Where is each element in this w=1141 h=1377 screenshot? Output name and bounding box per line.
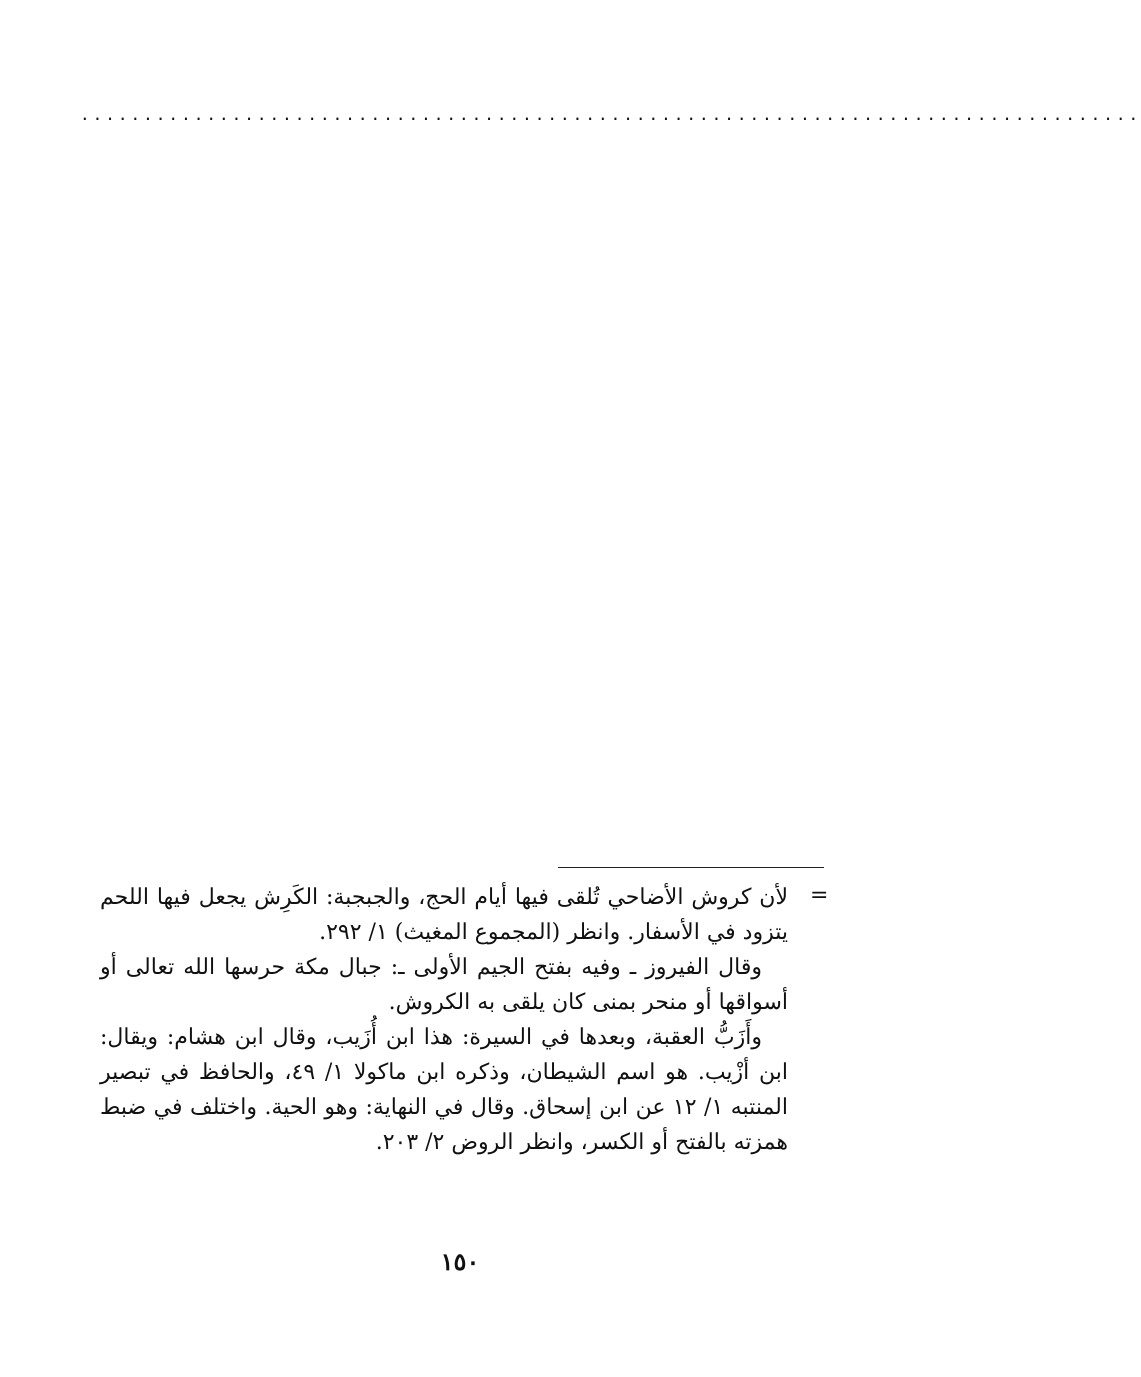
footnote-block [100,880,788,1160]
footnote-paragraph: وقال الفيروز ـ وفيه بفتح الجيم الأولى ـ: جبال مكة حرسها الله تعالى أو أسواقها أو منحر بمنى كان يلقى به الكروش. [100,955,788,1015]
footnote-paragraph: لأن كروش الأضاحي تُلقى فيها أيام الحج، والجبجبة: الكَرِش يجعل فيها اللحم يتزود في الأسفار. وانظر (المجموع المغيث) ١/ ٢٩٢. [100,885,788,945]
header-dotted-line: .................................................................................... [80,105,1141,124]
page-number: ١٥٠ [440,1247,480,1276]
footnote-continuation-mark: = [810,883,829,908]
footnote-paragraph: وأَزَبُّ العقبة، وبعدها في السيرة: هذا ابن أُزَيب، وقال ابن هشام: ويقال: ابن أزْيب. هو اسم الشيطان، وذكره ابن ماكولا ١/ ٤٩، والحافظ في تبصير المنتبه ١/ ١٢ عن ابن إسحاق. وقال في النهاية: وهو الحية. واختلف في ضبط همزته بالفتح أو الكسر، وانظر الروض ٢/ ٢٠٣. [100,1025,789,1155]
footnote-separator-rule [558,867,824,868]
